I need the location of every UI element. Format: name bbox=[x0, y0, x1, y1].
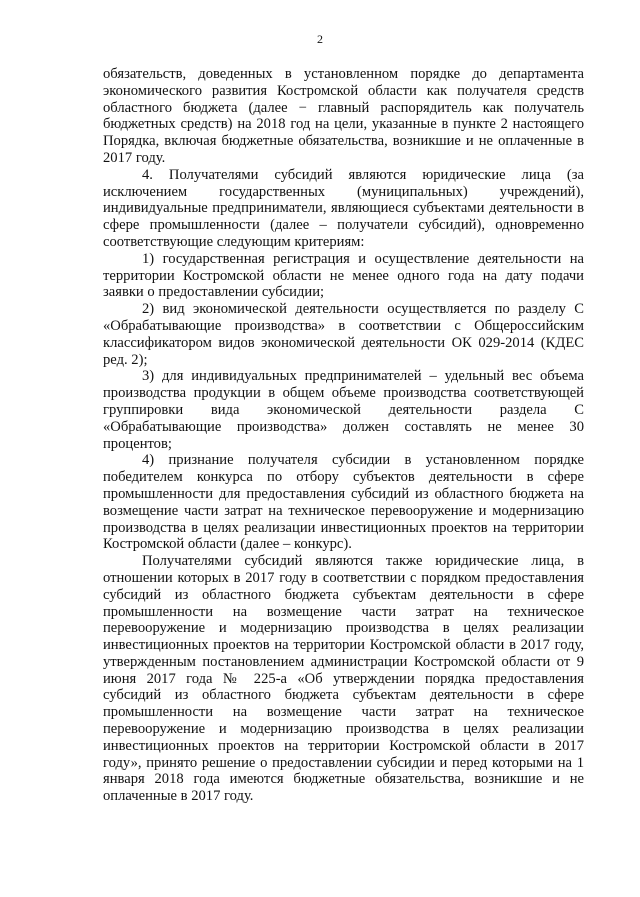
paragraph-item-4-recipients: 4. Получателями субсидий являются юридические лица (за исключением государственных (муниципальных) учреждений), индивидуальные предприниматели, являющиеся субъектами деятельности в сфере промышленности (далее – получатели субсидий), одновременно соответствующие следующим критериям: bbox=[103, 166, 584, 250]
paragraph-criterion-3: 3) для индивидуальных предпринимателей – удельный вес объема производства продукции в общем объеме производства соответствующей группировки вида экономической деятельности раздела С «Обрабатывающие производства» должен составлять не менее 30 процентов; bbox=[103, 368, 584, 452]
page-number: 2 bbox=[317, 32, 323, 46]
paragraph-additional-recipients: Получателями субсидий являются также юридические лица, в отношении которых в 2017 году в соответствии с порядком предоставления субсидий из областного бюджета субъектам деятельности в сфере промышленности на возмещение части затрат на техническое перевооружение и модернизацию производства в целях реализации инвестиционных проектов на территории Костромской области в 2017 году, утвержденным постановлением администрации Костромской области от 9 июня 2017 года № 225-а «Об утверждении порядка предоставления субсидий из областного бюджета субъектам деятельности в сфере промышленности на возмещение части затрат на техническое перевооружение и модернизацию производства в целях реализации инвестиционных проектов на территории Костромской области в 2017 году», принято решение о предоставлении субсидии и перед которыми на 1 января 2018 года имеются бюджетные обязательства, возникшие и не оплаченные в 2017 году. bbox=[103, 553, 584, 805]
paragraph-criterion-1: 1) государственная регистрация и осуществление деятельности на территории Костромской области не менее одного года на дату подачи заявки о предоставлении субсидии; bbox=[103, 250, 584, 301]
document-body bbox=[103, 66, 584, 805]
paragraph-criterion-4: 4) признание получателя субсидии в установленном порядке победителем конкурса по отбору субъектов деятельности в сфере промышленности для предоставления субсидий из областного бюджета на возмещение части затрат на техническое перевооружение и модернизацию производства в целях реализации инвестиционных проектов на территории Костромской области (далее – конкурс). bbox=[103, 452, 584, 553]
paragraph-continuation: обязательств, доведенных в установленном порядке до департамента экономического развития Костромской области как получателя средств областного бюджета (далее − главный распорядитель как получатель бюджетных средств) на 2018 год на цели, указанные в пункте 2 настоящего Порядка, включая бюджетные обязательства, возникшие и не оплаченные в 2017 году. bbox=[103, 66, 584, 166]
paragraph-criterion-2: 2) вид экономической деятельности осуществляется по разделу С «Обрабатывающие производства» в соответствии с Общероссийским классификатором видов экономической деятельности ОК 029-2014 (КДЕС ред. 2); bbox=[103, 301, 584, 368]
